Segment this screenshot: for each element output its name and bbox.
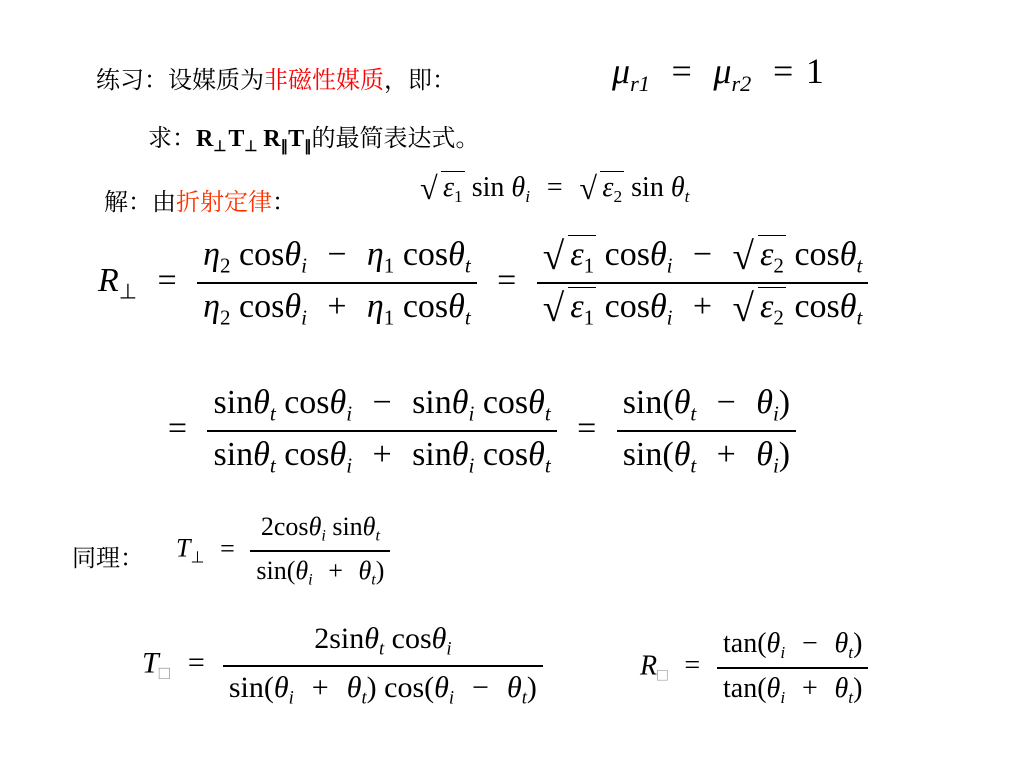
r-perp-fraction-final: $\frac{\sin(\theta_t - \theta_i)}{\sin(\theta_t + \theta_i)}$: [617, 384, 796, 479]
r-perp-fraction-sin: $\frac{\sin\theta_t \cos\theta_i - \sin\theta_i \cos\theta_t}{\sin\theta_t \cos\theta_i + \sin\theta_i \cos\theta_t}$: [207, 384, 556, 479]
snell-law-equation: √ $\varepsilon_1$ $\sin \theta_i$ = √ $\varepsilon_2$ $\sin \theta_t$: [420, 170, 690, 207]
exercise-prefix: 练习：设媒质为: [96, 66, 264, 94]
task-prefix: 求：: [148, 124, 196, 152]
exercise-highlight: 非磁性媒质: [264, 66, 384, 94]
r-perp-equation-1: $R_\perp$ = $\frac{\eta_2 \cos\theta_i - \eta_1 \cos\theta_t}{\eta_2 \cos\theta_i + \eta_1 \cos\theta_t}$ = √ $\varepsilon_1$ cosθ$_i$ − √ $\varepsilon_2$ cosθ$_t$ √ $\varepsilon_1$ cosθ$_i$ + √ $\varepsilon_2$ cosθ$_t$: [98, 236, 868, 331]
t-perp-equation: $T_\perp$ = $\frac{2\cos\theta_i \sin\theta_t}{\sin(\theta_i + \theta_t)}$: [176, 512, 390, 589]
snell-law-label: 折射定律: [176, 188, 272, 216]
permeability-condition: $\mu_{r1} = \mu_{r2} = 1$: [612, 51, 824, 96]
exercise-line: [96, 60, 456, 95]
t-parallel-equation: $T_□$ = $\frac{2\sin\theta_t \cos\theta_i}{\sin(\theta_i + \theta_t) \cos(\theta_i - \theta_t)}$: [142, 622, 543, 709]
exercise-suffix: ，即：: [384, 66, 456, 94]
r-perp-fraction-eta: $\frac{\eta_2 \cos\theta_i - \eta_1 \cos\theta_t}{\eta_2 \cos\theta_i + \eta_1 \cos\theta_t}$: [197, 236, 477, 331]
similarly-label: 同理：: [72, 544, 144, 572]
r-parallel-equation: $R_□$ = $\frac{\tan(\theta_i - \theta_t)}{\tan(\theta_i + \theta_t)}$: [640, 628, 868, 708]
r-perp-fraction-eps: √ $\varepsilon_1$ cosθ$_i$ − √ $\varepsilon_2$ cosθ$_t$ √ $\varepsilon_1$ cosθ$_i$ + √ $\varepsilon_2$ cosθ$_t$: [537, 236, 869, 331]
solution-line: 解：由折射定律：: [104, 188, 296, 216]
r-perp-equation-2: = $\frac{\sin\theta_t \cos\theta_i - \sin\theta_i \cos\theta_t}{\sin\theta_t \cos\theta_i + \sin\theta_i \cos\theta_t}$ = $\frac{\sin(\theta_t - \theta_i)}{\sin(\theta_t + \theta_i)}$: [156, 384, 796, 479]
task-line: 求：$R_\perp T_\perp$ $R_\parallel T_\parallel$的最简表达式。: [148, 124, 480, 156]
task-suffix: 的最简表达式。: [311, 124, 480, 152]
